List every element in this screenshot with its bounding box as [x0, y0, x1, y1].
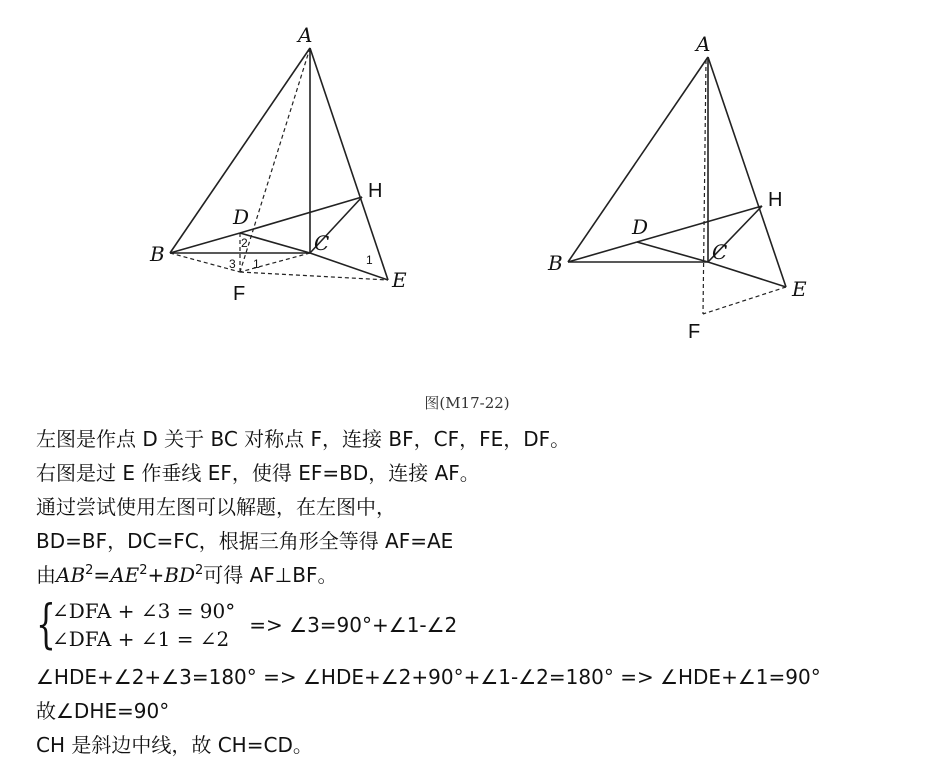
system-result: => ∠3=90°+∠1-∠2	[249, 613, 458, 637]
math-AE: AE	[110, 563, 140, 587]
label-left-A: A	[298, 23, 313, 47]
line-5	[36, 558, 821, 592]
angle-left-2: 2	[241, 236, 248, 250]
dashed-right-AF	[703, 60, 706, 314]
sup-1: 2	[85, 563, 94, 578]
sup-3: 2	[195, 563, 204, 578]
edge-DH	[240, 197, 362, 233]
edge-BD	[170, 233, 240, 253]
edge-CE	[310, 253, 388, 280]
label-left-F: F	[233, 283, 246, 305]
solution-text	[36, 422, 821, 762]
edge-right-DH	[637, 206, 762, 242]
system-eq-2: ∠DFA + ∠1 = ∠2	[52, 627, 230, 651]
dashed-right-EF	[703, 287, 786, 314]
label-left-C: C	[314, 231, 330, 255]
label-right-C: C	[712, 240, 728, 264]
right-figure	[568, 57, 786, 314]
label-right-A: A	[696, 32, 711, 56]
system-eq-1: ∠DFA + ∠3 = 90°	[52, 599, 236, 623]
edge-right-DC	[637, 242, 708, 262]
brace-icon: {	[36, 595, 56, 655]
line-9: CH 是斜边中线，故 CH=CD。	[36, 733, 313, 757]
line-8: 故∠DHE=90°	[36, 699, 170, 723]
label-left-B: B	[150, 242, 165, 266]
math-BD: BD	[164, 563, 196, 587]
figure-caption: 图(M17-22)	[424, 394, 510, 412]
system-equations	[52, 597, 235, 653]
angle-left-1: 1	[253, 257, 260, 271]
edge-DC	[240, 233, 310, 253]
line-7: ∠HDE+∠2+∠3=180° => ∠HDE+∠2+90°+∠1-∠2=180° => ∠HDE+∠1=90°	[36, 665, 821, 689]
dashed-AF	[240, 48, 310, 272]
label-right-E: E	[792, 277, 807, 301]
line-1: 左图是作点 D 关于 BC 对称点 F，连接 BF，CF，FE，DF。	[36, 427, 571, 451]
edge-right-BD	[568, 242, 637, 262]
left-figure	[170, 48, 388, 280]
label-left-D: D	[233, 205, 250, 229]
left-labels	[149, 23, 407, 305]
label-left-E: E	[392, 268, 407, 292]
edge-right-CE	[708, 262, 786, 287]
eq-sign: =	[93, 563, 111, 587]
label-right-F: F	[688, 321, 701, 343]
dashed-FE	[240, 272, 388, 280]
label-right-D: D	[632, 215, 649, 239]
right-labels	[547, 32, 807, 343]
line-4: BD=BF，DC=FC，根据三角形全等得 AF=AE	[36, 529, 454, 553]
label-right-B: B	[548, 251, 563, 275]
line-5-suffix: 可得 AF⊥BF。	[203, 563, 338, 587]
sup-2: 2	[139, 563, 148, 578]
line-3: 通过尝试使用左图可以解题，在左图中，	[36, 495, 396, 519]
angle-left-1-at-E: 1	[366, 253, 373, 267]
dashed-CF	[240, 253, 310, 272]
plus-sign: +	[147, 563, 165, 587]
label-right-H: H	[768, 189, 783, 211]
label-left-H: H	[368, 180, 383, 202]
angle-left-3: 3	[229, 257, 236, 271]
line-2: 右图是过 E 作垂线 EF，使得 EF=BD，连接 AF。	[36, 461, 480, 485]
equation-system	[36, 590, 821, 660]
math-AB: AB	[56, 563, 86, 587]
line-5-prefix: 由	[36, 563, 56, 587]
